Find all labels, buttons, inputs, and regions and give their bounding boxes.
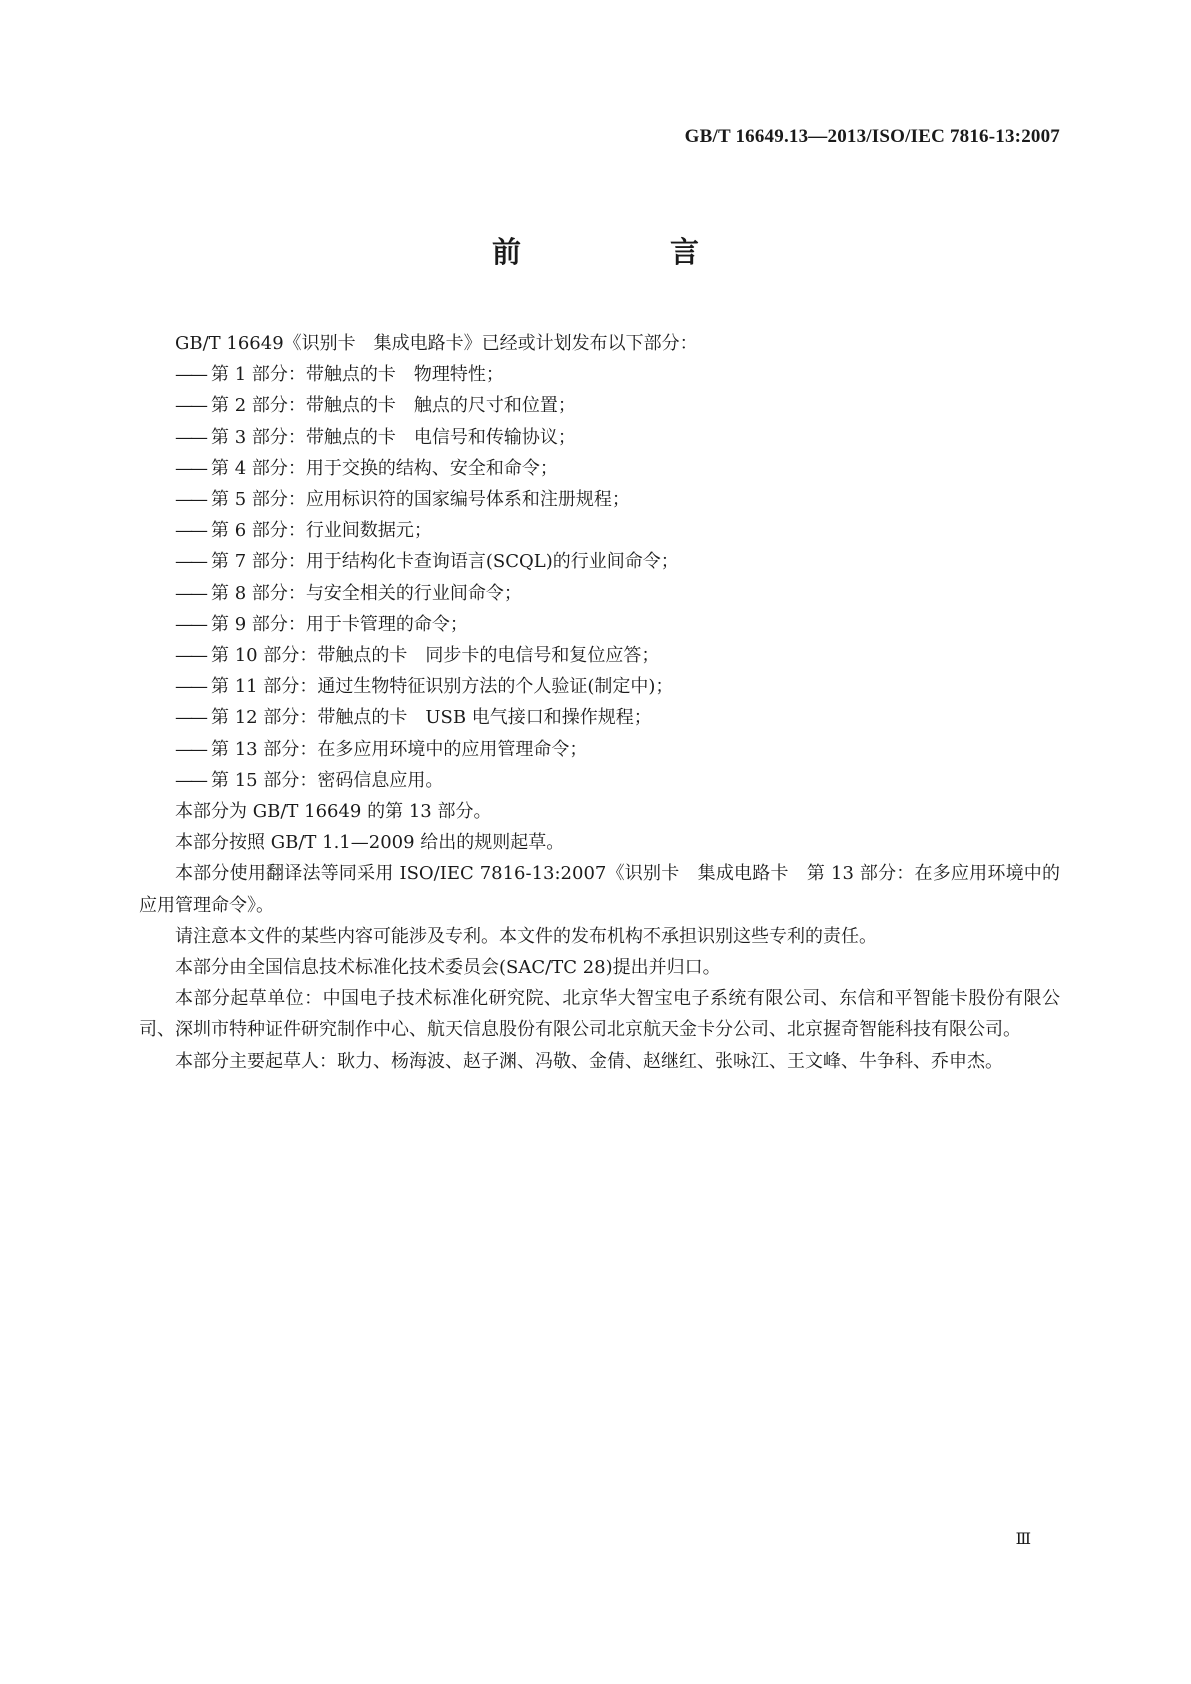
dash-mark: —— xyxy=(175,489,205,511)
list-item xyxy=(139,671,1060,702)
list-item-text: 第 11 部分：通过生物特征识别方法的个人验证(制定中)； xyxy=(211,676,674,698)
list-item xyxy=(139,578,1060,609)
list-item xyxy=(139,609,1060,640)
paragraph-part-of: 本部分为 GB/T 16649 的第 13 部分。 xyxy=(175,801,492,823)
dash-mark: —— xyxy=(175,613,205,635)
page-title: 前 言 xyxy=(491,235,759,269)
parts-list xyxy=(139,359,1060,796)
list-item xyxy=(139,546,1060,577)
list-item xyxy=(139,640,1060,671)
standard-number-header xyxy=(685,126,1060,148)
paragraph-drafters: 本部分主要起草人：耿力、杨海波、赵子渊、冯敬、金倩、赵继红、张咏江、王文峰、牛争科、乔申杰。 xyxy=(175,1050,1003,1072)
dash-mark: —— xyxy=(175,457,205,479)
list-item xyxy=(139,390,1060,421)
list-item xyxy=(139,702,1060,733)
list-item-text: 第 6 部分：行业间数据元； xyxy=(211,520,432,542)
list-item xyxy=(139,765,1060,796)
list-item xyxy=(139,734,1060,765)
standard-number-rest: 16649.13—2013/ISO/IEC 7816-13:2007 xyxy=(735,126,1060,147)
dash-mark: —— xyxy=(175,707,205,729)
paragraph-patent: 请注意本文件的某些内容可能涉及专利。本文件的发布机构不承担识别这些专利的责任。 xyxy=(175,925,877,947)
list-item-text: 第 10 部分：带触点的卡 同步卡的电信号和复位应答； xyxy=(211,645,660,667)
paragraph-drafting-rules: 本部分按照 GB/T 1.1—2009 给出的规则起草。 xyxy=(175,832,565,854)
list-item xyxy=(139,515,1060,546)
dash-mark: —— xyxy=(175,645,205,667)
dash-mark: —— xyxy=(175,676,205,698)
dash-mark: —— xyxy=(175,769,205,791)
list-item-text: 第 2 部分：带触点的卡 触点的尺寸和位置； xyxy=(211,395,576,417)
intro-paragraph: GB/T 16649《识别卡 集成电路卡》已经或计划发布以下部分： xyxy=(175,333,698,354)
list-item-text: 第 8 部分：与安全相关的行业间命令； xyxy=(211,582,522,604)
list-item-text: 第 9 部分：用于卡管理的命令； xyxy=(211,613,468,635)
paragraph-drafting-units: 本部分起草单位：中国电子技术标准化研究院、北京华大智宝电子系统有限公司、东信和平智能卡股份有限公司、深圳市特种证件研究制作中心、航天信息股份有限公司北京航天金卡分公司、北京握奇智能科技有限公司。 xyxy=(139,988,1060,1041)
list-item xyxy=(139,422,1060,453)
list-item-text: 第 3 部分：带触点的卡 电信号和传输协议； xyxy=(211,426,576,448)
page-number: Ⅲ xyxy=(1015,1531,1031,1548)
paragraph-proposer: 本部分由全国信息技术标准化技术委员会(SAC/TC 28)提出并归口。 xyxy=(175,957,721,979)
list-item-text: 第 13 部分：在多应用环境中的应用管理命令； xyxy=(211,738,588,760)
foreword-body xyxy=(139,328,1060,1077)
dash-mark: —— xyxy=(175,582,205,604)
list-item-text: 第 1 部分：带触点的卡 物理特性； xyxy=(211,364,504,386)
dash-mark: —— xyxy=(175,395,205,417)
dash-mark: —— xyxy=(175,738,205,760)
list-item xyxy=(139,453,1060,484)
dash-mark: —— xyxy=(175,520,205,542)
dash-mark: —— xyxy=(175,364,205,386)
paragraph-translation: 本部分使用翻译法等同采用 ISO/IEC 7816-13:2007《识别卡 集成电路卡 第 13 部分：在多应用环境中的应用管理命令》。 xyxy=(139,863,1060,916)
dash-mark: —— xyxy=(175,426,205,448)
list-item-text: 第 5 部分：应用标识符的国家编号体系和注册规程； xyxy=(211,489,630,511)
list-item-text: 第 15 部分：密码信息应用。 xyxy=(211,769,444,791)
list-item-text: 第 7 部分：用于结构化卡查询语言(SCQL)的行业间命令； xyxy=(211,551,679,573)
list-item xyxy=(139,359,1060,390)
list-item xyxy=(139,484,1060,515)
list-item-text: 第 12 部分：带触点的卡 USB 电气接口和操作规程； xyxy=(211,707,652,729)
list-item-text: 第 4 部分：用于交换的结构、安全和命令； xyxy=(211,457,558,479)
standard-number-gb: GB/T xyxy=(684,126,731,147)
dash-mark: —— xyxy=(175,551,205,573)
